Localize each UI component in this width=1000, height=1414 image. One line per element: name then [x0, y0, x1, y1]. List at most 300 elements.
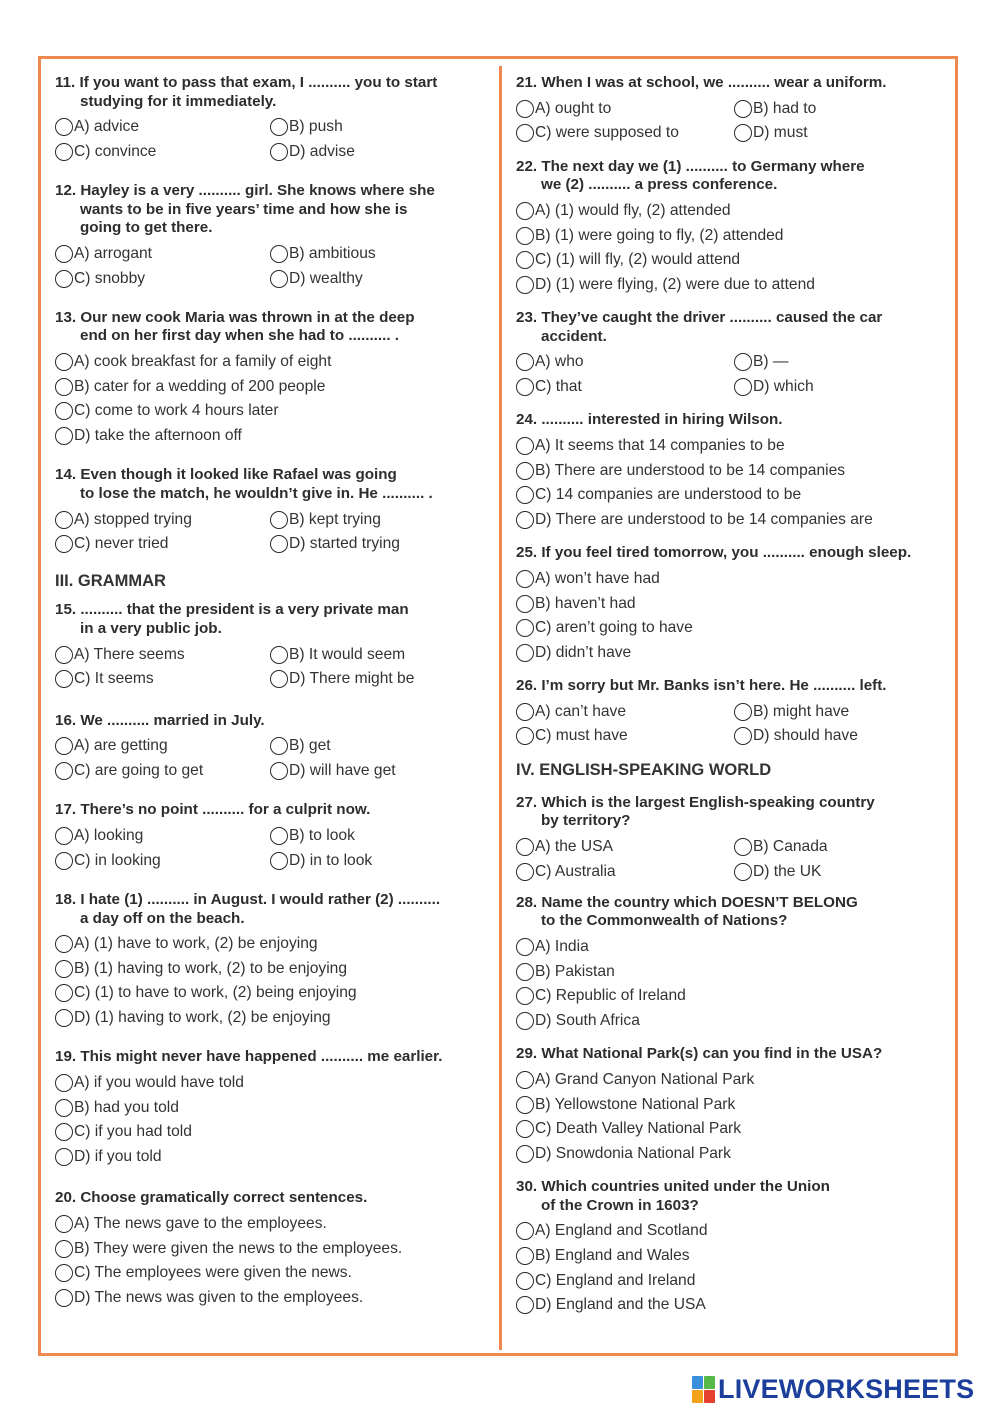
answer-options — [516, 350, 952, 399]
answer-option[interactable] — [55, 667, 270, 692]
answer-option-label: D) wealthy — [289, 269, 363, 287]
answer-option-label: D) in to look — [289, 851, 373, 869]
answer-option-label: D) which — [753, 377, 814, 395]
question-text: 30. Which countries united under the Union of the Crown in 1603? — [516, 1178, 830, 1214]
answer-option[interactable] — [516, 835, 734, 860]
answer-option-label: D) (1) were flying, (2) were due to attend — [535, 275, 815, 293]
radio-circle-icon[interactable] — [516, 595, 534, 613]
answer-option[interactable] — [516, 1009, 952, 1034]
radio-circle-icon[interactable] — [270, 762, 288, 780]
radio-circle-icon[interactable] — [734, 863, 752, 881]
question-18 — [55, 891, 485, 1030]
question-text: 28. Name the country which DOESN’T BELONG to the Commonwealth of Nations? — [516, 893, 858, 930]
radio-circle-icon[interactable] — [55, 118, 73, 136]
answer-option-label: A) It seems that 14 companies to be — [535, 437, 785, 455]
answer-option[interactable] — [270, 140, 485, 165]
answer-option[interactable] — [270, 642, 485, 667]
radio-circle-icon[interactable] — [516, 644, 534, 662]
answer-option[interactable] — [516, 959, 952, 984]
answer-option-label: B) Canada — [753, 837, 828, 855]
answer-option[interactable] — [734, 724, 952, 749]
answer-option-label: B) Yellowstone National Park — [535, 1095, 736, 1113]
question-19 — [55, 1048, 485, 1169]
answer-option-label: D) There are understood to be 14 companies are — [535, 510, 873, 528]
radio-circle-icon[interactable] — [516, 511, 534, 529]
answer-option-label: B) push — [289, 118, 343, 136]
answer-option[interactable] — [516, 1092, 952, 1117]
answer-option-label: D) will have get — [289, 762, 396, 780]
answer-option[interactable] — [55, 1145, 485, 1170]
question-22 — [516, 158, 952, 297]
radio-circle-icon[interactable] — [55, 270, 73, 288]
answer-option-label: A) Grand Canyon National Park — [535, 1071, 755, 1089]
answer-option[interactable] — [516, 700, 734, 725]
question-text: 22. The next day we (1) .......... to Germany where we (2) .......... a press conference. — [516, 157, 865, 194]
radio-circle-icon[interactable] — [270, 827, 288, 845]
answer-option[interactable] — [516, 350, 734, 375]
answer-option-label: A) England and Scotland — [535, 1222, 708, 1240]
section-heading: IV. ENGLISH-SPEAKING WORLD — [516, 760, 772, 779]
question-text: 12. Hayley is a very .......... girl. She knows where she wants to be in five years’ time and how she is going to get there. — [55, 182, 435, 237]
answer-option-label: A) are getting — [74, 737, 168, 755]
radio-circle-icon[interactable] — [516, 963, 534, 981]
answer-option-label: A) can’t have — [535, 702, 627, 720]
answer-option[interactable] — [55, 532, 270, 557]
radio-circle-icon[interactable] — [55, 1148, 73, 1166]
answer-option[interactable] — [55, 115, 270, 140]
question-25 — [516, 544, 952, 665]
answer-option-label: B) to look — [289, 827, 355, 845]
answer-option-label: C) Republic of Ireland — [535, 987, 686, 1005]
question-text: 15. .......... that the president is a very private man in a very public job. — [55, 601, 409, 637]
answer-option[interactable] — [516, 223, 952, 248]
question-30 — [516, 1178, 952, 1317]
radio-circle-icon[interactable] — [270, 670, 288, 688]
answer-option-label: A) stopped trying — [74, 510, 192, 528]
radio-circle-icon[interactable] — [516, 202, 534, 220]
radio-circle-icon[interactable] — [734, 727, 752, 745]
answer-option[interactable] — [516, 97, 734, 122]
answer-option-label: A) There seems — [74, 645, 185, 663]
radio-circle-icon[interactable] — [516, 727, 534, 745]
answer-option-label: C) if you had told — [74, 1123, 192, 1141]
radio-circle-icon[interactable] — [55, 143, 73, 161]
answer-option[interactable] — [734, 700, 952, 725]
radio-circle-icon[interactable] — [734, 353, 752, 371]
left-column — [55, 74, 485, 1310]
radio-circle-icon[interactable] — [55, 1099, 73, 1117]
answer-option[interactable] — [734, 97, 952, 122]
answer-option[interactable] — [734, 350, 952, 375]
answer-option[interactable] — [516, 567, 952, 592]
question-16 — [55, 712, 485, 784]
radio-circle-icon[interactable] — [55, 511, 73, 529]
answer-option-label: C) that — [535, 377, 582, 395]
radio-circle-icon[interactable] — [55, 1264, 73, 1282]
answer-option[interactable] — [270, 266, 485, 291]
answer-option-label: B) It would seem — [289, 645, 406, 663]
radio-circle-icon[interactable] — [734, 378, 752, 396]
radio-circle-icon[interactable] — [270, 511, 288, 529]
radio-circle-icon[interactable] — [55, 827, 73, 845]
answer-option[interactable] — [516, 1293, 952, 1318]
answer-option-label: D) should have — [753, 727, 858, 745]
answer-option-label: B) had to — [753, 99, 817, 117]
radio-circle-icon[interactable] — [516, 619, 534, 637]
answer-option[interactable] — [55, 399, 485, 424]
answer-option[interactable] — [55, 1212, 485, 1237]
answer-option-label: C) It seems — [74, 670, 154, 688]
radio-circle-icon[interactable] — [516, 1145, 534, 1163]
answer-option-label: A) who — [535, 353, 584, 371]
answer-option[interactable] — [516, 1244, 952, 1269]
answer-options — [516, 567, 952, 665]
answer-option[interactable] — [516, 1068, 952, 1093]
radio-circle-icon[interactable] — [516, 378, 534, 396]
question-text: 23. They’ve caught the driver .......... caused the car accident. — [516, 309, 883, 345]
question-text: 20. Choose gramatically correct sentences. — [55, 1189, 368, 1207]
answer-option[interactable] — [55, 824, 270, 849]
radio-circle-icon[interactable] — [270, 535, 288, 553]
question-text: 25. If you feel tired tomorrow, you .......... enough sleep. — [516, 544, 912, 562]
radio-circle-icon[interactable] — [516, 1222, 534, 1240]
answer-option-label: A) The news gave to the employees. — [74, 1215, 327, 1233]
answer-option-label: C) come to work 4 hours later — [74, 402, 279, 420]
radio-circle-icon[interactable] — [270, 143, 288, 161]
answer-option-label: C) (1) will fly, (2) would attend — [535, 251, 741, 269]
radio-circle-icon[interactable] — [55, 378, 73, 396]
question-text: 26. I’m sorry but Mr. Banks isn’t here. He .......... left. — [516, 677, 887, 694]
answer-option-label: C) were supposed to — [535, 124, 679, 142]
answer-option-label: D) South Africa — [535, 1011, 640, 1029]
answer-option-label: C) never tried — [74, 535, 169, 553]
radio-circle-icon[interactable] — [516, 1120, 534, 1138]
question-text: 24. .......... interested in hiring Wilson. — [516, 411, 783, 429]
answer-option[interactable] — [55, 242, 270, 267]
answer-options — [516, 199, 952, 297]
answer-option-label: B) There are understood to be 14 companies — [535, 461, 846, 479]
radio-circle-icon[interactable] — [516, 437, 534, 455]
radio-circle-icon[interactable] — [516, 251, 534, 269]
answer-option[interactable] — [516, 1117, 952, 1142]
answer-option-label: A) India — [535, 938, 589, 956]
answer-option[interactable] — [516, 984, 952, 1009]
logo-square-icon — [692, 1390, 703, 1403]
logo-text: LIVEWORKSHEETS — [718, 1374, 975, 1404]
question-24 — [516, 411, 952, 532]
question-26 — [516, 677, 952, 749]
question-13 — [55, 309, 485, 448]
answer-option[interactable] — [55, 759, 270, 784]
answer-option-label: D) advise — [289, 142, 355, 160]
answer-option[interactable] — [516, 458, 952, 483]
radio-circle-icon[interactable] — [55, 737, 73, 755]
liveworksheets-logo-icon — [692, 1376, 715, 1403]
question-17 — [55, 801, 485, 873]
radio-circle-icon[interactable] — [516, 276, 534, 294]
answer-option[interactable] — [516, 1142, 952, 1167]
answer-option[interactable] — [516, 508, 952, 533]
answer-option-label: B) haven’t had — [535, 594, 636, 612]
answer-option-label: A) cook breakfast for a family of eight — [74, 353, 332, 371]
answer-option-label: A) if you would have told — [74, 1074, 244, 1092]
answer-options — [55, 824, 485, 873]
answer-option[interactable] — [55, 932, 485, 957]
radio-circle-icon[interactable] — [516, 486, 534, 504]
answer-option[interactable] — [516, 121, 734, 146]
radio-circle-icon[interactable] — [734, 703, 752, 721]
answer-option-label: B) They were given the news to the employees. — [74, 1239, 403, 1257]
answer-option[interactable] — [55, 374, 485, 399]
answer-option-label: C) must have — [535, 727, 628, 745]
answer-option[interactable] — [55, 1286, 485, 1311]
radio-circle-icon[interactable] — [55, 935, 73, 953]
question-text: 18. I hate (1) .......... in August. I would rather (2) .......... a day off on the beach. — [55, 891, 441, 927]
answer-option-label: B) get — [289, 737, 331, 755]
radio-circle-icon[interactable] — [516, 227, 534, 245]
answer-option-label: B) kept trying — [289, 510, 381, 528]
answer-option-label: A) looking — [74, 827, 144, 845]
answer-option[interactable] — [55, 1261, 485, 1286]
answer-option-label: A) the USA — [535, 837, 613, 855]
radio-circle-icon[interactable] — [270, 245, 288, 263]
question-27 — [516, 794, 952, 884]
answer-option-label: D) started trying — [289, 535, 400, 553]
logo-square-icon — [692, 1376, 703, 1389]
question-text: 19. This might never have happened .......... me earlier. — [55, 1048, 443, 1066]
radio-circle-icon[interactable] — [516, 1096, 534, 1114]
radio-circle-icon[interactable] — [55, 762, 73, 780]
answer-option-label: A) advice — [74, 118, 140, 136]
question-20 — [55, 1189, 485, 1310]
radio-circle-icon[interactable] — [270, 646, 288, 664]
answer-option[interactable] — [516, 1268, 952, 1293]
section-heading: III. GRAMMAR — [55, 572, 166, 591]
answer-options — [516, 97, 952, 146]
answer-option-label: C) aren’t going to have — [535, 619, 693, 637]
logo-square-icon — [704, 1376, 715, 1389]
question-15 — [55, 601, 485, 691]
answer-option[interactable] — [55, 350, 485, 375]
answer-option[interactable] — [270, 759, 485, 784]
answer-option[interactable] — [55, 1006, 485, 1031]
radio-circle-icon[interactable] — [55, 670, 73, 688]
answer-option[interactable] — [516, 483, 952, 508]
answer-option[interactable] — [516, 248, 952, 273]
answer-option[interactable] — [734, 375, 952, 400]
answer-option-label: D) There might be — [289, 670, 415, 688]
question-text: 16. We .......... married in July. — [55, 711, 265, 729]
radio-circle-icon[interactable] — [734, 100, 752, 118]
radio-circle-icon[interactable] — [55, 1074, 73, 1092]
answer-option[interactable] — [516, 272, 952, 297]
radio-circle-icon[interactable] — [55, 1215, 73, 1233]
answer-option-label: B) might have — [753, 702, 850, 720]
answer-option[interactable] — [55, 848, 270, 873]
radio-circle-icon[interactable] — [516, 1296, 534, 1314]
answer-option[interactable] — [55, 1236, 485, 1261]
answer-option[interactable] — [516, 375, 734, 400]
answer-option-label: C) Death Valley National Park — [535, 1120, 741, 1138]
radio-circle-icon[interactable] — [516, 353, 534, 371]
radio-circle-icon[interactable] — [55, 402, 73, 420]
answer-option-label: D) Snowdonia National Park — [535, 1144, 731, 1162]
answer-option[interactable] — [734, 859, 952, 884]
question-21 — [516, 74, 952, 146]
radio-circle-icon[interactable] — [516, 1012, 534, 1030]
answer-options — [55, 734, 485, 783]
question-text: 21. When I was at school, we .......... wear a uniform. — [516, 74, 887, 91]
answer-option-label: C) are going to get — [74, 762, 204, 780]
answer-options — [55, 932, 485, 1030]
radio-circle-icon[interactable] — [55, 1009, 73, 1027]
radio-circle-icon[interactable] — [55, 535, 73, 553]
radio-circle-icon[interactable] — [516, 987, 534, 1005]
answer-option-label: C) Australia — [535, 862, 616, 880]
answer-option[interactable] — [516, 434, 952, 459]
answer-option[interactable] — [516, 591, 952, 616]
radio-circle-icon[interactable] — [270, 118, 288, 136]
answer-option[interactable] — [516, 724, 734, 749]
answer-option-label: C) (1) to have to work, (2) being enjoying — [74, 984, 357, 1002]
answer-option[interactable] — [55, 642, 270, 667]
answer-option[interactable] — [516, 199, 952, 224]
answer-options — [55, 1071, 485, 1169]
answer-option-label: A) (1) have to work, (2) be enjoying — [74, 935, 318, 953]
answer-option[interactable] — [55, 507, 270, 532]
radio-circle-icon[interactable] — [55, 353, 73, 371]
radio-circle-icon[interactable] — [516, 462, 534, 480]
answer-option-label: A) arrogant — [74, 244, 153, 262]
question-23 — [516, 309, 952, 399]
answer-options — [55, 1212, 485, 1310]
answer-option-label: C) 14 companies are understood to be — [535, 486, 802, 504]
answer-option[interactable] — [55, 1120, 485, 1145]
right-column — [516, 74, 952, 1318]
radio-circle-icon[interactable] — [516, 1272, 534, 1290]
radio-circle-icon[interactable] — [270, 737, 288, 755]
question-text: 11. If you want to pass that exam, I .......... you to start studying for it immediately. — [55, 74, 438, 110]
answer-option-label: C) The employees were given the news. — [74, 1264, 352, 1282]
radio-circle-icon[interactable] — [55, 245, 73, 263]
answer-option[interactable] — [270, 507, 485, 532]
answer-option-label: B) had you told — [74, 1098, 179, 1116]
answer-options — [55, 507, 485, 556]
answer-option[interactable] — [55, 1095, 485, 1120]
radio-circle-icon[interactable] — [516, 1247, 534, 1265]
question-29 — [516, 1045, 952, 1166]
answer-option[interactable] — [516, 859, 734, 884]
question-12 — [55, 182, 485, 291]
answer-option[interactable] — [516, 640, 952, 665]
liveworksheets-logo — [692, 1374, 974, 1405]
answer-option[interactable] — [270, 734, 485, 759]
radio-circle-icon[interactable] — [734, 838, 752, 856]
answer-option[interactable] — [55, 266, 270, 291]
answer-option[interactable] — [55, 140, 270, 165]
answer-option[interactable] — [734, 835, 952, 860]
answer-option-label: B) — — [753, 353, 789, 371]
radio-circle-icon[interactable] — [55, 960, 73, 978]
radio-circle-icon[interactable] — [516, 863, 534, 881]
answer-option[interactable] — [55, 981, 485, 1006]
answer-option-label: B) (1) were going to fly, (2) attended — [535, 226, 784, 244]
answer-option[interactable] — [270, 824, 485, 849]
answer-option-label: B) ambitious — [289, 244, 376, 262]
answer-options — [516, 700, 952, 749]
question-text: 27. Which is the largest English-speaking country by territory? — [516, 793, 875, 830]
radio-circle-icon[interactable] — [516, 570, 534, 588]
answer-options — [55, 642, 485, 691]
answer-options — [55, 350, 485, 448]
question-text: 14. Even though it looked like Rafael was going to lose the match, he wouldn’t give in. He .......... . — [55, 466, 433, 502]
answer-option[interactable] — [270, 115, 485, 140]
answer-option-label: C) in looking — [74, 851, 161, 869]
answer-options — [516, 835, 952, 884]
radio-circle-icon[interactable] — [55, 427, 73, 445]
question-28 — [516, 894, 952, 1033]
answer-option-label: B) cater for a wedding of 200 people — [74, 377, 326, 395]
question-text: 13. Our new cook Maria was thrown in at the deep end on her first day when she had to .......... . — [55, 308, 415, 345]
answer-options — [516, 935, 952, 1033]
column-divider — [499, 66, 502, 1350]
answer-options — [55, 115, 485, 164]
answer-option[interactable] — [516, 1219, 952, 1244]
answer-option[interactable] — [270, 667, 485, 692]
radio-circle-icon[interactable] — [270, 270, 288, 288]
answer-option-label: D) (1) having to work, (2) be enjoying — [74, 1009, 331, 1027]
radio-circle-icon[interactable] — [55, 852, 73, 870]
radio-circle-icon[interactable] — [516, 100, 534, 118]
answer-option[interactable] — [270, 848, 485, 873]
radio-circle-icon[interactable] — [55, 1289, 73, 1307]
radio-circle-icon[interactable] — [516, 1071, 534, 1089]
answer-option[interactable] — [734, 121, 952, 146]
answer-option[interactable] — [270, 532, 485, 557]
answer-options — [516, 1219, 952, 1317]
radio-circle-icon[interactable] — [516, 124, 534, 142]
answer-option[interactable] — [55, 424, 485, 449]
answer-option-label: D) if you told — [74, 1147, 162, 1165]
radio-circle-icon[interactable] — [55, 1123, 73, 1141]
radio-circle-icon[interactable] — [516, 838, 534, 856]
answer-option[interactable] — [516, 935, 952, 960]
answer-option[interactable] — [270, 242, 485, 267]
answer-option-label: A) (1) would fly, (2) attended — [535, 201, 731, 219]
answer-option[interactable] — [55, 734, 270, 759]
radio-circle-icon[interactable] — [55, 984, 73, 1002]
answer-option[interactable] — [55, 957, 485, 982]
answer-options — [516, 434, 952, 532]
answer-option[interactable] — [516, 616, 952, 641]
question-text: 17. There’s no point .......... for a culprit now. — [55, 801, 371, 819]
logo-square-icon — [704, 1390, 715, 1403]
radio-circle-icon[interactable] — [516, 938, 534, 956]
answer-options — [516, 1068, 952, 1166]
radio-circle-icon[interactable] — [734, 124, 752, 142]
answer-option-label: B) Pakistan — [535, 962, 615, 980]
radio-circle-icon[interactable] — [55, 646, 73, 664]
question-text: 29. What National Park(s) can you find in the USA? — [516, 1045, 883, 1063]
radio-circle-icon[interactable] — [55, 1240, 73, 1258]
radio-circle-icon[interactable] — [270, 852, 288, 870]
answer-option-label: C) England and Ireland — [535, 1271, 696, 1289]
answer-option-label: D) didn’t have — [535, 643, 632, 661]
answer-option-label: D) take the afternoon off — [74, 426, 242, 444]
radio-circle-icon[interactable] — [516, 703, 534, 721]
answer-option-label: B) England and Wales — [535, 1247, 690, 1265]
answer-option[interactable] — [55, 1071, 485, 1096]
